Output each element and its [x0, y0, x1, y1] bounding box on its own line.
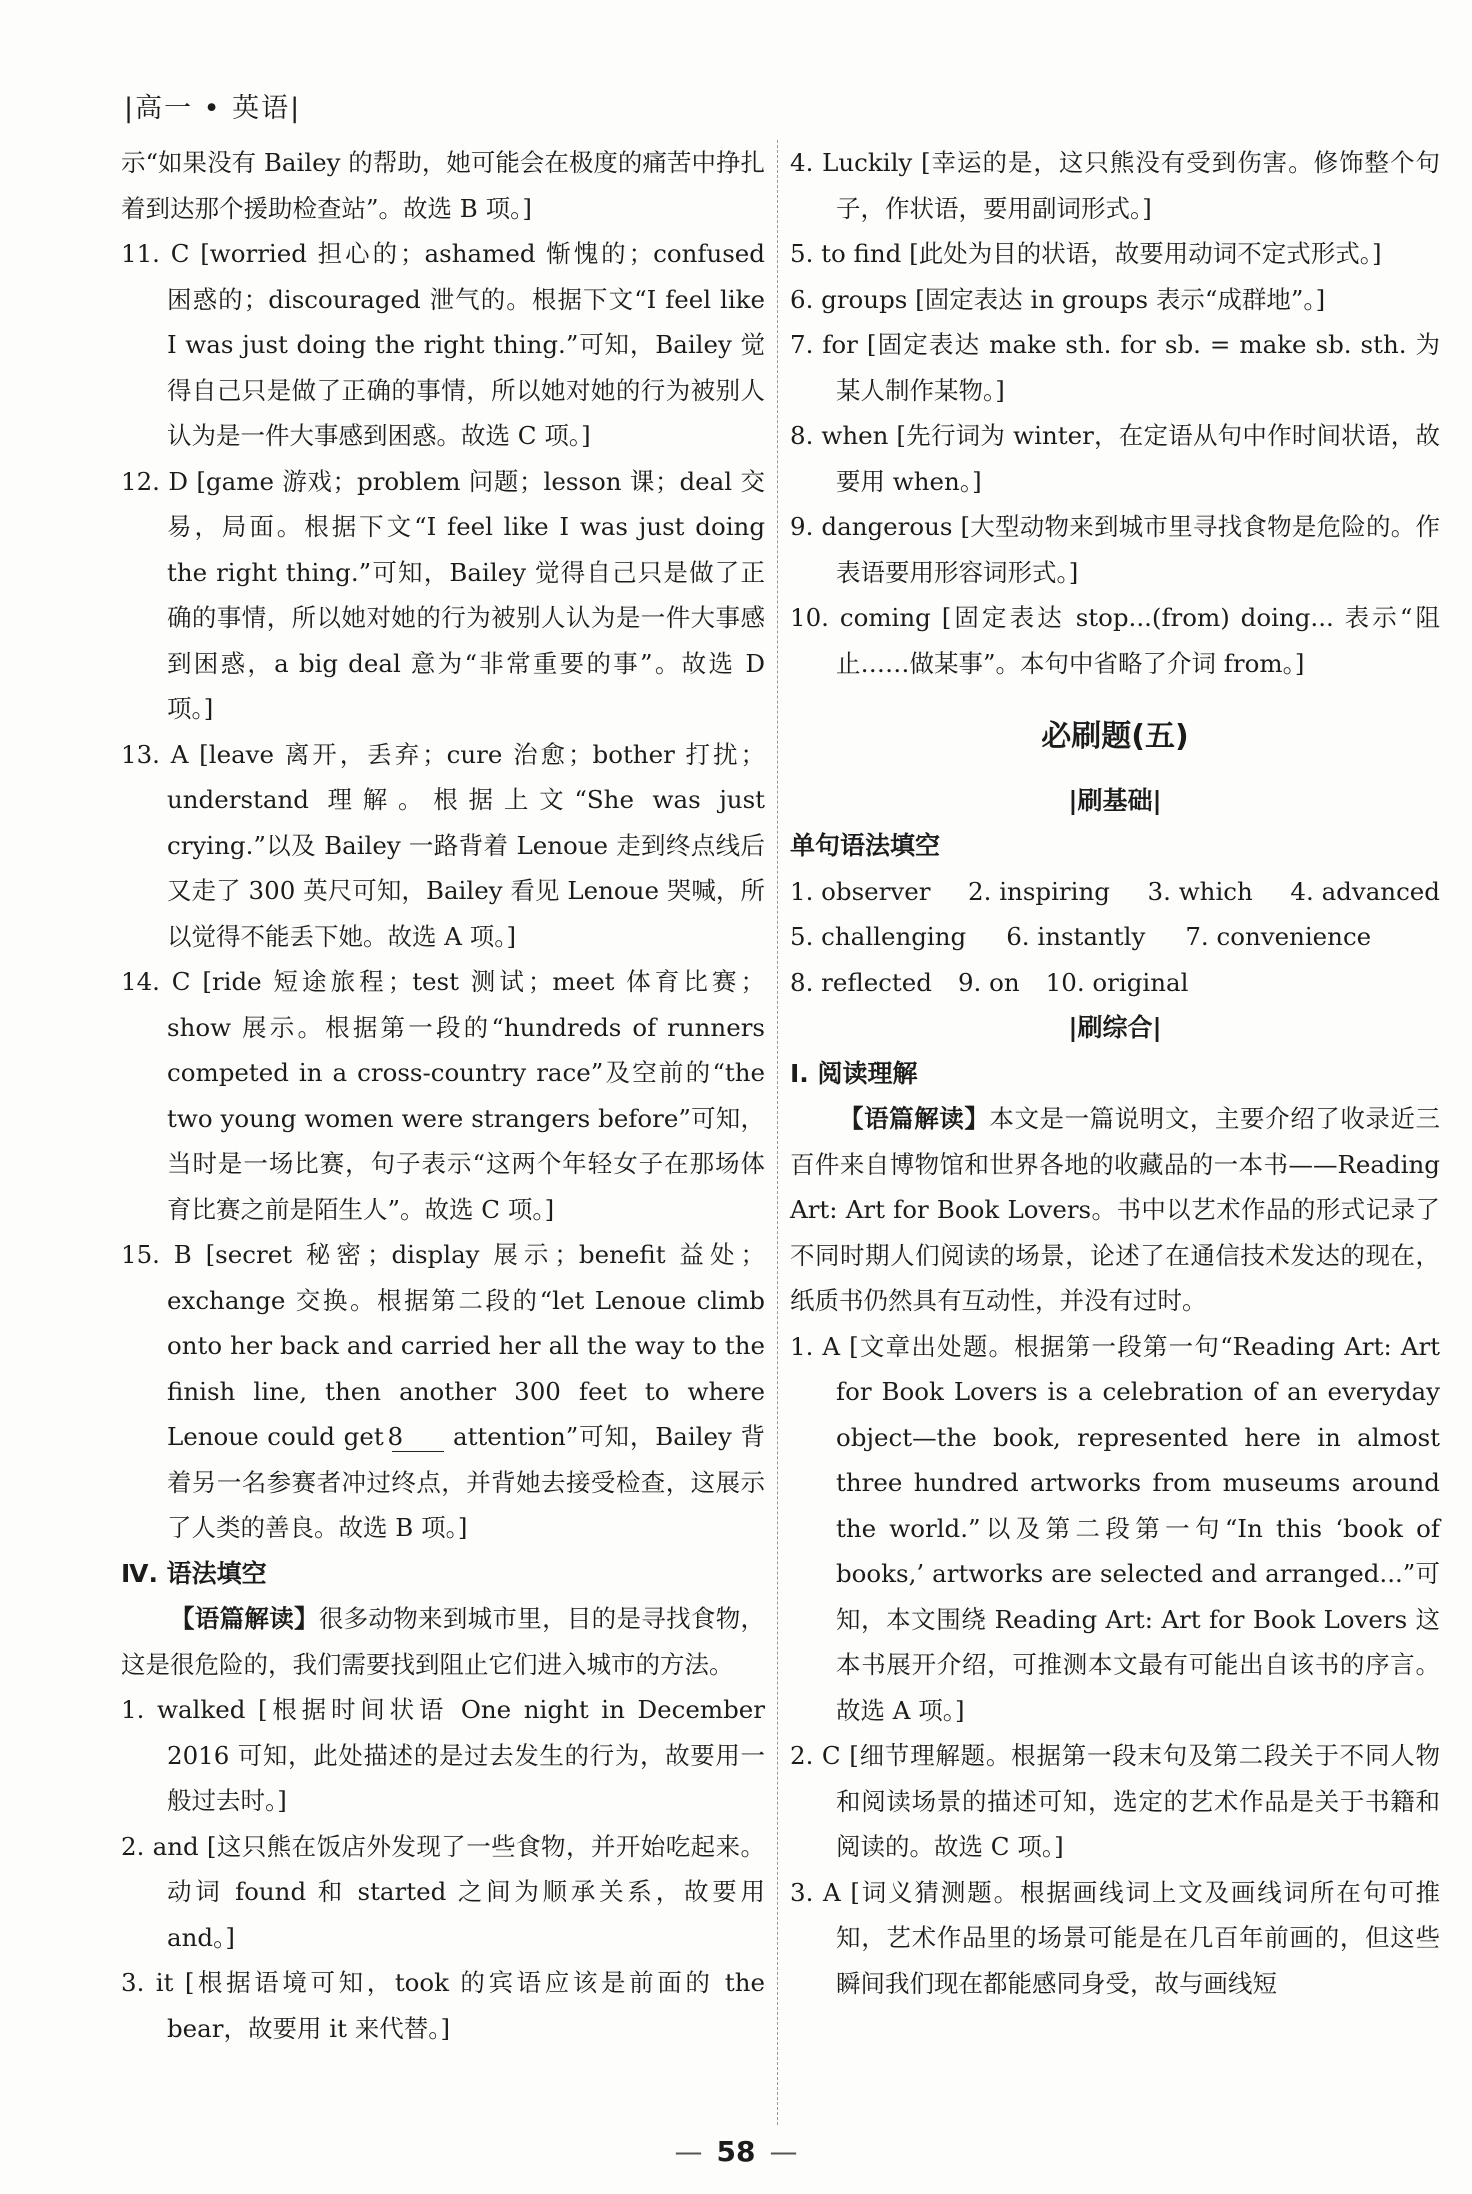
grammar-answer-4: 4. Luckily [幸运的是，这只熊没有受到伤害。修饰整个句子，作状语，要用副词形式。] [790, 148, 1440, 223]
answer-item: 7. convenience [1185, 922, 1372, 951]
grammar-answer-9: 9. dangerous [大型动物来到城市里寻找食物是危险的。作表语要用形容词形式。] [790, 512, 1440, 587]
answer-item: 8. reflected [790, 967, 932, 997]
answer-item: 10. original [1045, 967, 1189, 997]
subsection-comprehensive: |刷综合| [1068, 1013, 1162, 1042]
answer-15-part2: attention”可知，Bailey 背着另一名参赛者冲过终点，并背她去接受检查，这展示了人类的善良。故选 B 项。] [167, 1422, 765, 1542]
passage-tag: 【语篇解读】 [839, 1104, 990, 1133]
passage-tag: 【语篇解读】 [170, 1604, 319, 1633]
answer-item: 1. observer [790, 876, 931, 906]
passage-text: 很多动物来到城市里，目的是寻找食物，这是很危险的，我们需要找到阻止它们进入城市的方法。 [121, 1604, 766, 1679]
passage-analysis-reading [790, 1096, 1440, 1324]
grammar-answer-7: 7. for [固定表达 make sth. for sb. = make sb. sth. 为某人制作某物。] [790, 330, 1440, 405]
answer-item: 9. on [957, 967, 1020, 997]
grammar-answer-3: 3. it [根据语境可知，took 的宾语应该是前面的 the bear，故要用 it 来代替。] [121, 1968, 765, 2043]
answer-10-continued: 示“如果没有 Bailey 的帮助，她可能会在极度的痛苦中挣扎着到达那个援助检查站”。故选 B 项。] [121, 148, 765, 223]
answer-item: 6. instantly [1006, 922, 1146, 951]
answer-11: 11. C [worried 担心的；ashamed 惭愧的；confused 困惑的；discouraged 泄气的。根据下文“I feel like I was just doing the right thing.”可知，Bailey 觉得自己只是做了正确的事情，所以她对她的行为被别人认为是一件大事感到困惑。故选 C 项。] [121, 239, 765, 450]
section-single-sentence: 单句语法填空 [790, 831, 941, 860]
answer-row-1 [790, 869, 1440, 915]
reading-answer-1: 1. A [文章出处题。根据第一段第一句“Reading Art: Art for Book Lovers is a celebration of an everyday object—the book, represented here in almost three hundred artworks from museums around the world.”以及第二段第一句“In this ‘book of books,’ artworks are selected and arranged...”可知，本文围绕 Reading Art: Art for Book Lovers 这本书展开介绍，可推测本文最有可能出自该书的序言。故选 A 项。] [790, 1331, 1440, 1725]
section-reading: Ⅰ. 阅读理解 [790, 1058, 918, 1088]
page-number: 58 [716, 2135, 756, 2168]
column-divider [777, 140, 778, 2125]
answer-item: 4. advanced [1290, 876, 1440, 906]
left-column [121, 140, 765, 2051]
grammar-answer-5: 5. to find [此处为目的状语，故要用动词不定式形式。] [790, 239, 1382, 268]
answer-item: 5. challenging [790, 922, 967, 951]
answer-15 [121, 1232, 765, 1551]
answer-13: 13. A [leave 离开，丢弃；cure 治愈；bother 打扰；understand 理解。根据上文“She was just crying.”以及 Bailey 一路背着 Lenoue 走到终点线后又走了 300 英尺可知，Bailey 看见 Lenoue 哭喊，所以觉得不能丢下她。故选 A 项。] [121, 739, 765, 951]
subsection-basic: |刷基础| [1068, 785, 1162, 815]
grammar-answer-10: 10. coming [固定表达 stop...(from) doing... 表示“阻止……做某事”。本句中省略了介词 from。] [790, 603, 1440, 678]
passage-text: 本文是一篇说明文，主要介绍了收录近三百件来自博物馆和世界各地的收藏品的一本书——Reading Art: Art for Book Lovers。书中以艺术作品的形式记录了不同时期人们阅读的场景，论述了在通信技术发达的现在，纸质书仍然具有互动性，并没有过时。 [790, 1104, 1441, 1315]
answer-15-part1: 15. B [secret 秘密；display 展示；benefit 益处；exchange 交换。根据第二段的“let Lenoue climb onto her back and carried her all the way to the finish line, then another 300 feet to where Lenoue could get [121, 1240, 765, 1451]
passage-analysis-grammar [121, 1596, 765, 1687]
grammar-answer-6: 6. groups [固定表达 in groups 表示“成群地”。] [790, 284, 1326, 314]
grammar-answer-2: 2. and [这只熊在饭店外发现了一些食物，并开始吃起来。动词 found 和 started 之间为顺承关系，故要用 and。] [121, 1831, 765, 1952]
page-footer: — 58 — [674, 2135, 798, 2168]
page-header: |高一 • 英语| [124, 93, 302, 124]
answer-row-3 [790, 960, 1440, 1006]
grammar-answer-1: 1. walked [根据时间状语 One night in December 2016 可知，此处描述的是过去发生的行为，故要用一般过去时。] [121, 1695, 765, 1815]
reading-answer-3: 3. A [词义猜测题。根据画线词上文及画线词所在句可推知，艺术作品里的场景可能是在几百年前画的，但这些瞬间我们现在都能感同身受，故与画线短 [790, 1877, 1440, 1998]
grammar-answer-8: 8. when [先行词为 winter，在定语从句中作时间状语，故要用 when。] [790, 421, 1440, 496]
section-grammar-fill: Ⅳ. 语法填空 [121, 1558, 267, 1588]
answer-12: 12. D [game 游戏；problem 问题；lesson 课；deal 交易，局面。根据下文“I feel like I was just doing the right thing.”可知，Bailey 觉得自己只是做了正确的事情，所以她对她的行为被别人认为是一件大事感到困惑，a big deal 意为“非常重要的事”。故选 D 项。] [121, 466, 765, 723]
answer-14: 14. C [ride 短途旅程；test 测试；meet 体育比赛；show 展示。根据第一段的“hundreds of runners competed in a cross-country race”及空前的“the two young women were strangers before”可知，当时是一场比赛，句子表示“这两个年轻女子在那场体育比赛之前是陌生人”。故选 C 项。] [121, 967, 765, 1224]
answer-item: 3. which [1147, 876, 1253, 906]
blank-8: 8 [392, 1423, 444, 1452]
section-title: 必刷题(五) [1041, 719, 1189, 754]
answer-item: 2. inspiring [968, 876, 1110, 906]
answer-row-2 [790, 914, 1440, 960]
reading-answer-2: 2. C [细节理解题。根据第一段末句及第二段关于不同人物和阅读场景的描述可知，选定的艺术作品是关于书籍和阅读的。故选 C 项。] [790, 1741, 1440, 1861]
right-column [790, 140, 1440, 2006]
